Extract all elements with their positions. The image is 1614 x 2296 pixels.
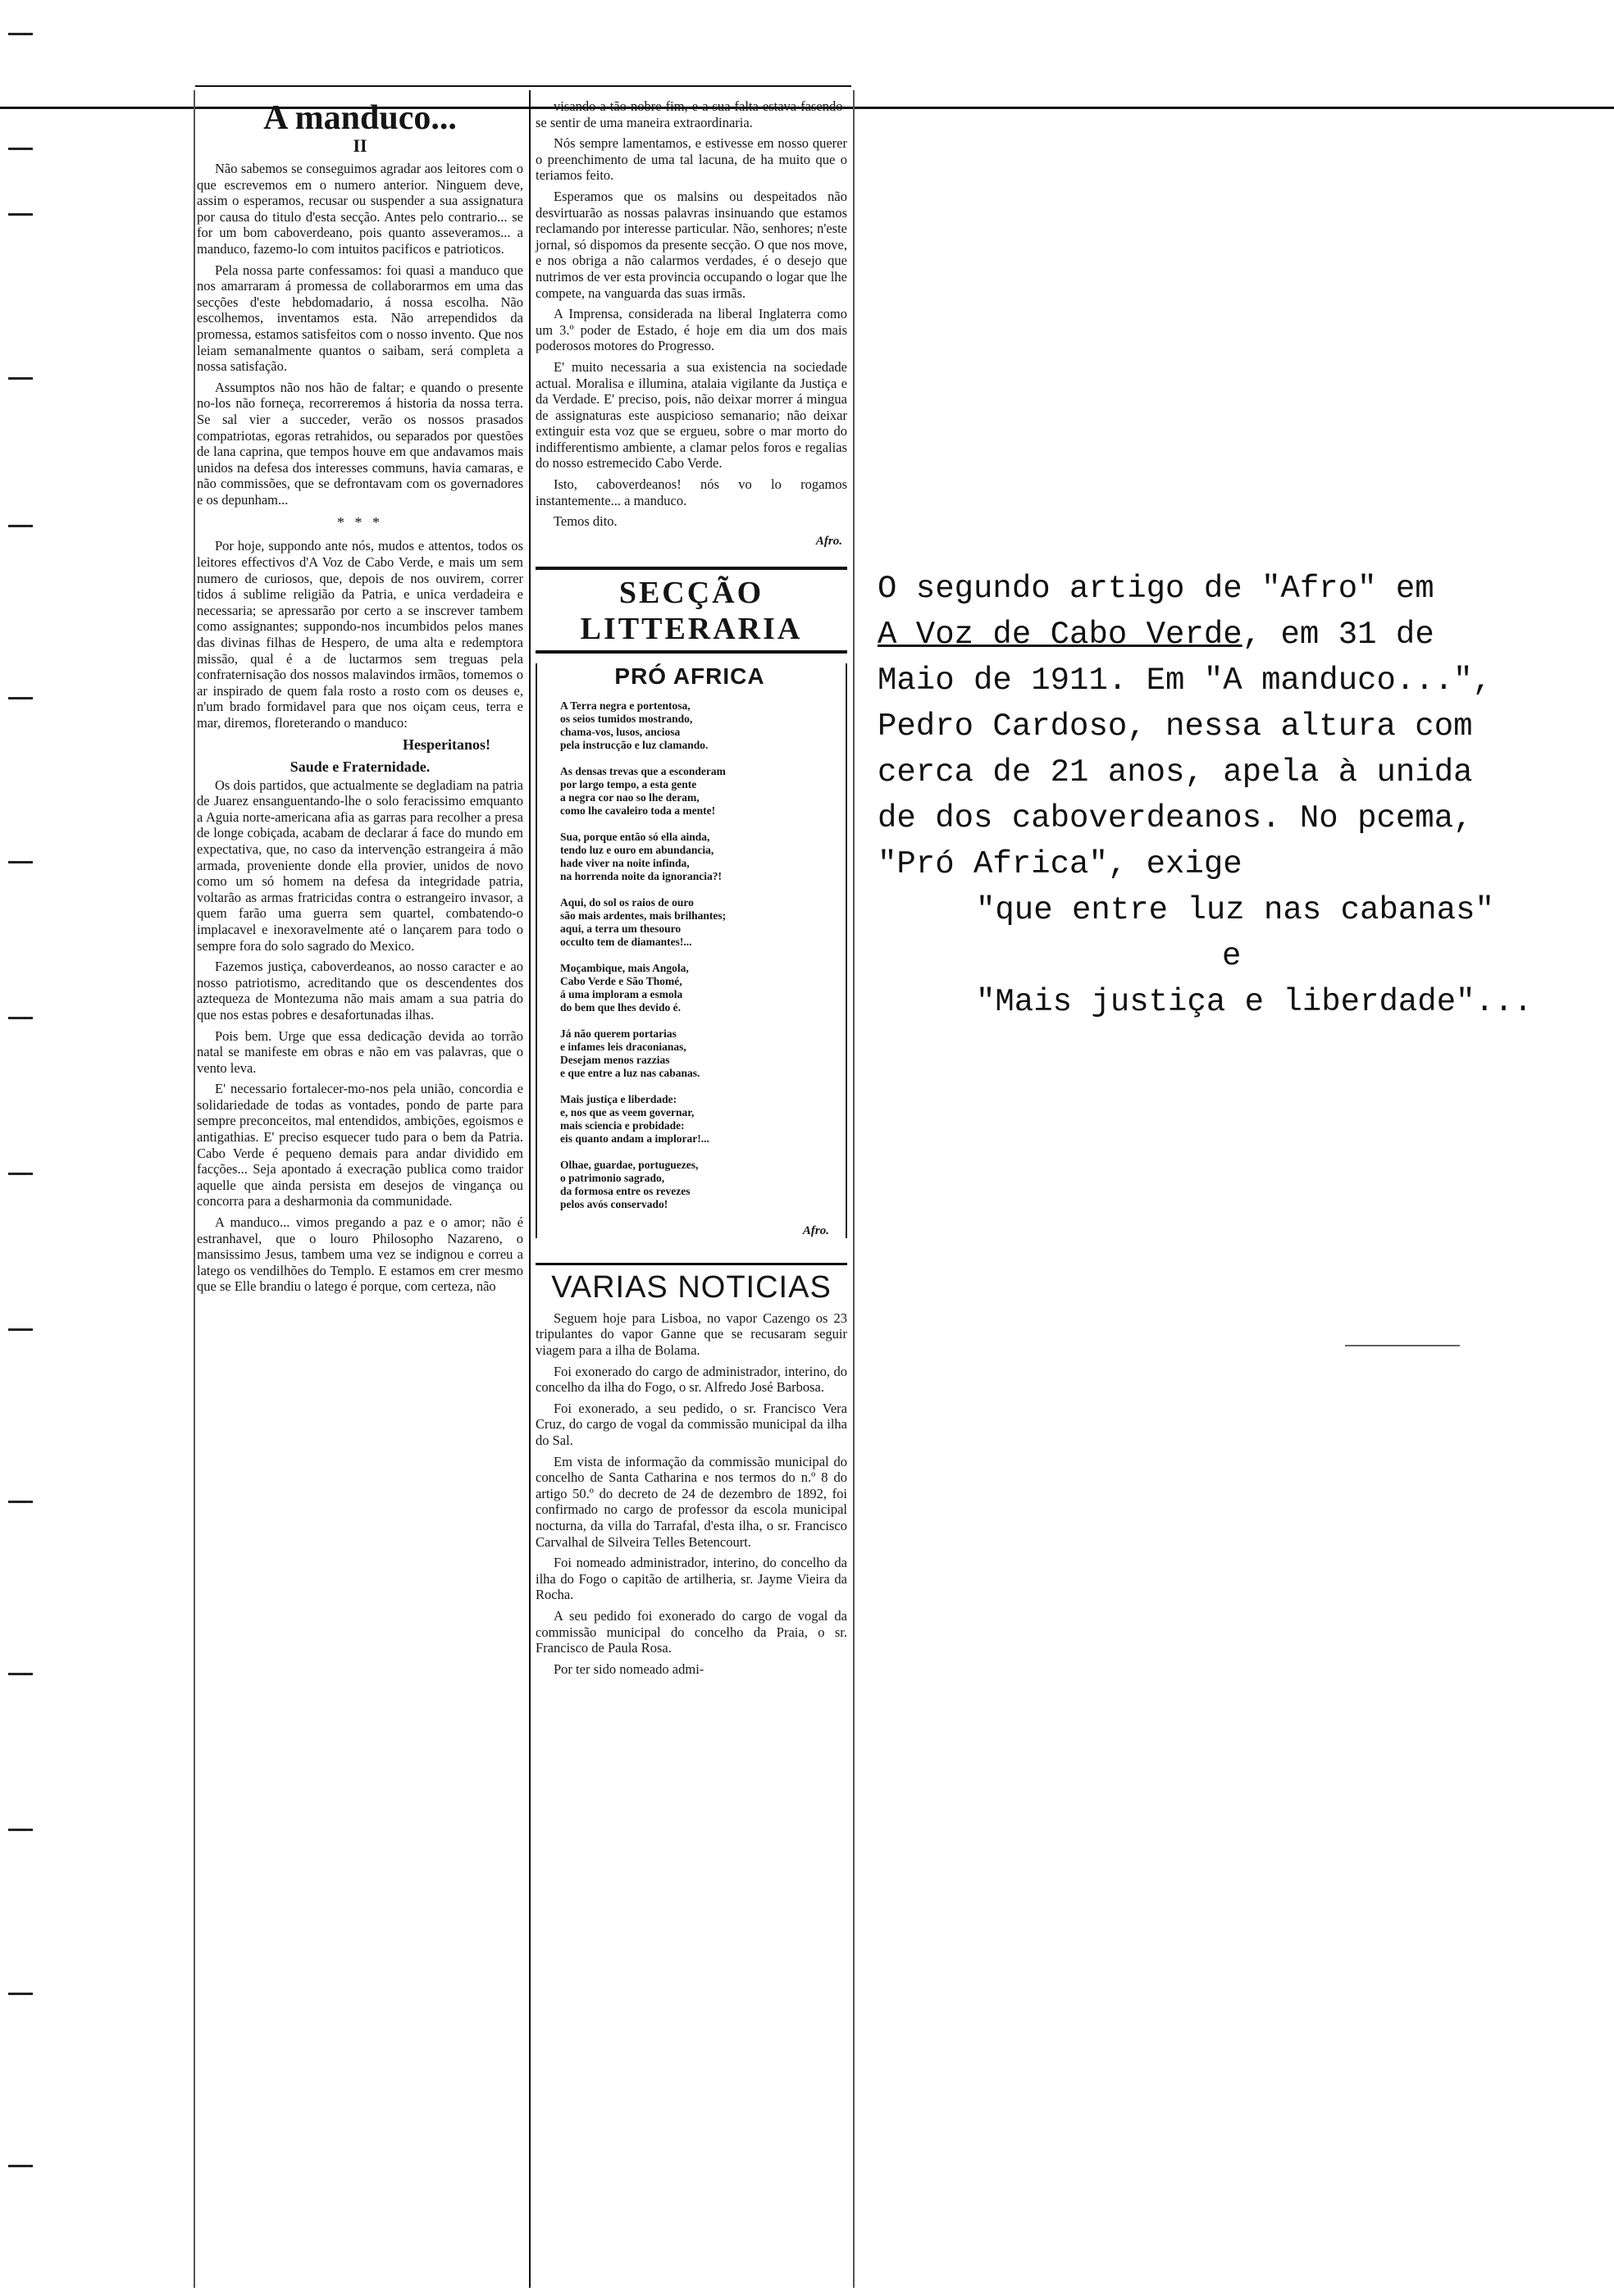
poem-line: Mais justiça e liberdade: [560, 1092, 677, 1105]
poem-title: PRÓ AFRICA [614, 663, 765, 689]
paragraph: Os dois partidos, que actualmente se degladiam na patria de Juarez ensanguentando-lhe o solo feracissimo emquanto a Aguia norte-americana afia as garras para recolher a presa de longe cobiçada, acabam de declarar á face do mundo em expectativa, que, no caso da intervenção estrangeira á mão armada, proveniente donde ella provier, unidos de novo como um só homem na defesa da integridade patria, voltarão as armas fratricidas contra o estrangeiro invasor, a quem farão uma guerra sem quartel, combatendo-o implacavel e inexoravelmente até o lançarem para todo o sempre fora do solo sagrado do Mexico. [197, 777, 523, 954]
poem-line: eis quanto andam a implorar!... [560, 1132, 709, 1145]
caption-line: A Voz de Cabo Verde, em 31 de [878, 617, 1434, 653]
binder-mark [8, 1328, 33, 1331]
binder-mark [8, 1173, 33, 1175]
poem-line: aqui, a terra um thesouro [560, 922, 682, 935]
paragraph: Pela nossa parte confessamos: foi quasi a manduco que nos amarraram á promessa de collaborarmos em uma das secções d'este hebdomadario, á nossa escolha. Não escolhemos, inventamos esta. Não arrependidos da promessa, estamos satisfeitos com o nosso invento. Que nos leiam semanalmente quantos o saibam, será completa a nossa satisfação. [197, 262, 523, 375]
salutation-hesperitanos: Hesperitanos! [403, 736, 490, 753]
poem-line: á uma imploram a esmola [560, 987, 683, 1000]
caption-line: Maio de 1911. Em "A manduco...", [878, 663, 1492, 699]
poem-stanza [560, 896, 834, 949]
poem-line: chama-vos, lusos, anciosa [560, 725, 681, 738]
binder-mark [8, 1017, 33, 1019]
binder-mark [8, 1829, 33, 1831]
paragraph: Seguem hoje para Lisboa, no vapor Cazengo os 23 tripulantes do vapor Ganne que se recusaram seguir viagem para a ilha de Bolama. [536, 1310, 847, 1359]
poem-stanza [560, 962, 834, 1014]
poem-stanzas [545, 699, 834, 1211]
poem-line: occulto tem de diamantes!... [560, 935, 692, 948]
poem-line: a negra cor nao so lhe deram, [560, 790, 700, 804]
left-column-border [194, 90, 195, 2288]
caption-line: Pedro Cardoso, nessa altura com [878, 708, 1473, 745]
news-items [536, 1310, 847, 1677]
paragraph: Por ter sido nomeado admi- [554, 1660, 704, 1677]
poem-line: mais sciencia e probidade: [560, 1118, 685, 1132]
poem-line: Cabo Verde e São Thomé, [560, 974, 682, 987]
binder-mark [8, 861, 33, 863]
poem-stanza [560, 1093, 834, 1146]
paragraph: E' muito necessaria a sua existencia na sociedade actual. Moralisa e illumina, atalaia vigilante da Justiça e da Verdade. E' preciso, pois, não deixar morrer á mingua de assignaturas este auspicioso semanario; não deixar extinguir esta voz que se ergueu, sobre o mar morto do indifferentismo ambiente, a clamar pelos foros e regalias do nosso estremecido Cabo Verde. [536, 358, 847, 472]
caption-line: de dos caboverdeanos. No pcema, [878, 800, 1473, 836]
paragraph: Foi exonerado, a seu pedido, o sr. Francisco Vera Cruz, do cargo de vogal da commissão municipal da ilha do Sal. [536, 1400, 847, 1448]
newspaper-name: A Voz de Cabo Verde [878, 617, 1242, 653]
article-signature: Afro. [815, 534, 842, 548]
poem-line: por largo tempo, a esta gente [560, 777, 697, 790]
paragraph: E' necessario fortalecer-mo-nos pela união, concordia e solidariedade de todas as vontades, pondo de parte para sempre preconceitos, mal entendidos, ambições, egoismos e antigathias. E' preciso esquecer tudo para o bem da Patria. Cabo Verde é pequeno demais para andar dividido em facções... Seja apontado á execração publica como traidor aquelle que ainda persista em desejos de vingança ou concorra para a desharmonia da communidade. [197, 1081, 523, 1210]
right-column-border [853, 90, 855, 2288]
side-rule [1345, 1345, 1460, 1346]
article-paragraphs-continued [536, 98, 847, 530]
poem-line: Sua, porque então só ella ainda, [560, 830, 710, 843]
article-paragraphs-2 [197, 538, 523, 731]
caption-line: O segundo artigo de "Afro" em [878, 571, 1434, 607]
paragraph: Por hoje, suppondo ante nós, mudos e attentos, todos os leitores effectivos d'A Voz de Cabo Verde, e mais um sem numero de curiosos, que, depois de nos ouvirem, correr tidos á sublime religião da Patria, e unica verdadeira e necessaria; se apressarão por certo a se inscrever tambem como assignantes; suppondo-nos incumbidos pelos manes das divinas filhas de Hespero, de uma alta e redemptora missão, qual é a de luctarmos sem treguas pela confraternisação dos nossos malavindos irmãos, tomemos o ar inspirado de quem fala rosto a rosto com os deuses e, n'um brado formidavel para que nos oiçam ceus, terra e mar, diremos, floreterando o manduco: [197, 538, 523, 731]
typewritten-caption [878, 566, 1599, 1025]
paragraph: A seu pedido foi exonerado do cargo de vogal da commissão municipal do concelho da Praia, o sr. Francisco de Paula Rosa. [536, 1607, 847, 1656]
binder-mark [8, 377, 33, 380]
poem-line: e que entre a luz nas cabanas. [560, 1066, 700, 1079]
article-title: A manduco... [263, 99, 457, 137]
poem-line: e, nos que as veem governar, [560, 1105, 695, 1118]
paragraph: Esperamos que os malsins ou despeitados não desvirtuarão as nossas palavras insinuando que estamos reclamando por interesse particular. Não, senhores; n'este jornal, só dispomos da presente secção. O que nos move, e nos obriga a não calarmos verdades, é o desejo que nutrimos de ver esta provincia occupando o logar que lhe compete, na vanguarda das suas irmãs. [536, 188, 847, 301]
poem-line: As densas trevas que a esconderam [560, 764, 726, 777]
poem-line: são mais ardentes, mais brilhantes; [560, 909, 727, 922]
poem-line: do bem que lhes devido é. [560, 1000, 682, 1014]
article-right-column [536, 98, 847, 1682]
poem-stanza [560, 831, 834, 883]
paragraph: Foi exonerado do cargo de administrador, interino, do concelho da ilha do Fogo, o sr. Alfredo José Barbosa. [536, 1363, 847, 1396]
salutation-fraternity: Saude e Fraternidade. [290, 758, 431, 775]
poem-box [536, 663, 847, 1238]
poem-line: e infames leis draconianas, [560, 1040, 686, 1053]
poem-stanza [560, 699, 834, 752]
caption-line: cerca de 21 anos, apela à unida [878, 754, 1473, 790]
caption-conjunction: e [1222, 938, 1242, 974]
article-paragraphs-3 [197, 777, 523, 1295]
poem-line: Desejam menos razzias [560, 1053, 670, 1066]
paragraph: Pois bem. Urge que essa dedicação devida ao torrão natal se manifeste em obras e não em vas palavras, que o vento leva. [197, 1027, 523, 1076]
poem-stanza [560, 765, 834, 818]
poem-line: os seios tumidos mostrando, [560, 712, 693, 725]
binder-mark [8, 1673, 33, 1675]
poem-signature: Afro. [802, 1223, 829, 1237]
binder-mark [8, 697, 33, 699]
poem-line: hade viver na noite infinda, [560, 856, 690, 869]
poem-stanza [560, 1159, 834, 1211]
article-top-rule [195, 85, 851, 87]
paragraph: A manduco... vimos pregando a paz e o amor; não é estranhavel, que o louro Philosopho Nazareno, o mansissimo Jesus, tambem uma vez se indignou e correu a latego os vendilhões do Templo. E estamos em crer mesmo que se Elle brandiu o latego é porque, com certeza, não [197, 1214, 523, 1295]
poem-line: o patrimonio sagrado, [560, 1171, 665, 1184]
article-number: II [353, 135, 367, 156]
binder-mark [8, 2165, 33, 2167]
paragraph: Nós sempre lamentamos, e estivesse em nosso querer o preenchimento de uma tal lacuna, de ha muito que o teriamos feito. [536, 135, 847, 184]
paragraph: Isto, caboverdeanos! nós vo lo rogamos instantemente... a manduco. [536, 476, 847, 508]
paragraph: Fazemos justiça, caboverdeanos, ao nosso caracter e ao nosso patriotismo, acreditando que os descendentes dos aztequeza de Montezuma não mais amam a sua patria do que nos estas pobres e desafortunadas ilhas. [197, 959, 523, 1023]
poem-line: Já não querem portarias [560, 1027, 677, 1040]
binder-mark [8, 1993, 33, 1995]
news-heading: VARIAS NOTICIAS [536, 1263, 847, 1305]
poem-line: como lhe cavaleiro toda a mente! [560, 804, 716, 817]
poem-line: Aqui, do sol os raios de ouro [560, 895, 694, 909]
poem-line: pela instrucção e luz clamando. [560, 738, 709, 751]
paragraph: A Imprensa, considerada na liberal Inglaterra como um 3.º poder de Estado, é hoje em dia um dos mais poderosos motores do Progresso. [536, 306, 847, 354]
poem-line: pelos avós conservado! [560, 1197, 668, 1210]
section-stars: * * * [337, 514, 383, 531]
column-divider [529, 90, 531, 2288]
binder-mark [8, 33, 33, 35]
paragraph: Em vista de informação da commissão municipal do concelho de Santa Catharina e nos termos do n.º 8 do artigo 50.º do decreto de 24 de dezembro de 1892, foi confirmado no cargo de professor da escola municipal nocturna, da villa do Tarrafal, d'esta ilha, o sr. Francisco Carvalhal de Silveira Telles Betencourt. [536, 1453, 847, 1550]
binder-mark [8, 525, 33, 527]
literary-section-heading: SECÇÃO LITTERARIA [536, 567, 847, 654]
binder-mark [8, 1501, 33, 1503]
poem-line: da formosa entre os revezes [560, 1184, 691, 1197]
caption-line: "Pró Africa", exige [878, 846, 1242, 882]
poem-line: tendo luz e ouro em abundancia, [560, 843, 714, 856]
poem-stanza [560, 1027, 834, 1080]
poem-line: Moçambique, mais Angola, [560, 961, 689, 974]
caption-quote-1: "que entre luz nas cabanas" [976, 892, 1494, 928]
poem-line: Olhae, guardae, portuguezes, [560, 1158, 699, 1171]
article-left-column [197, 97, 523, 1300]
poem-line: A Terra negra e portentosa, [560, 699, 691, 712]
paragraph: Assumptos não nos hão de faltar; e quando o presente no-los não forneça, recorreremos á historia da nossa terra. Se sal vier a succeder, verão os nossos prasados compatriotas, egoras retrahidos, ou separados por questões de lana caprina, que tempos houve em que andavamos mais unidos na defesa dos interesses communs, havia camaras, e não commissões, que se defrontavam com os governadores e os depunham... [197, 379, 523, 508]
paragraph: Não sabemos se conseguimos agradar aos leitores com o que escrevemos em o numero anterior. Ninguem deve, assim o esperamos, recusar ou suspender a sua assignatura por causa do titulo d'esta secção. Antes pelo contrario... se for um bom caboverdeano, pois quanto asseveramos... a manduco, fazemo-lo com intuitos pacificos e patrioticos. [197, 161, 523, 257]
paragraph: Foi nomeado administrador, interino, do concelho da ilha do Fogo o capitão de artilheria, sr. Jayme Vieira da Rocha. [536, 1555, 847, 1603]
binder-mark [8, 148, 33, 150]
article-paragraphs-1 [197, 161, 523, 508]
binder-mark [8, 213, 33, 216]
paragraph: Temos dito. [554, 513, 618, 530]
poem-line: na horrenda noite da ignorancia?! [560, 869, 723, 882]
caption-quote-2: "Mais justiça e liberdade"... [976, 984, 1533, 1020]
paragraph: visando a tão nobre fim, e a sua falta estava fasendo-se sentir de uma maneira extraordinaria. [536, 98, 847, 130]
